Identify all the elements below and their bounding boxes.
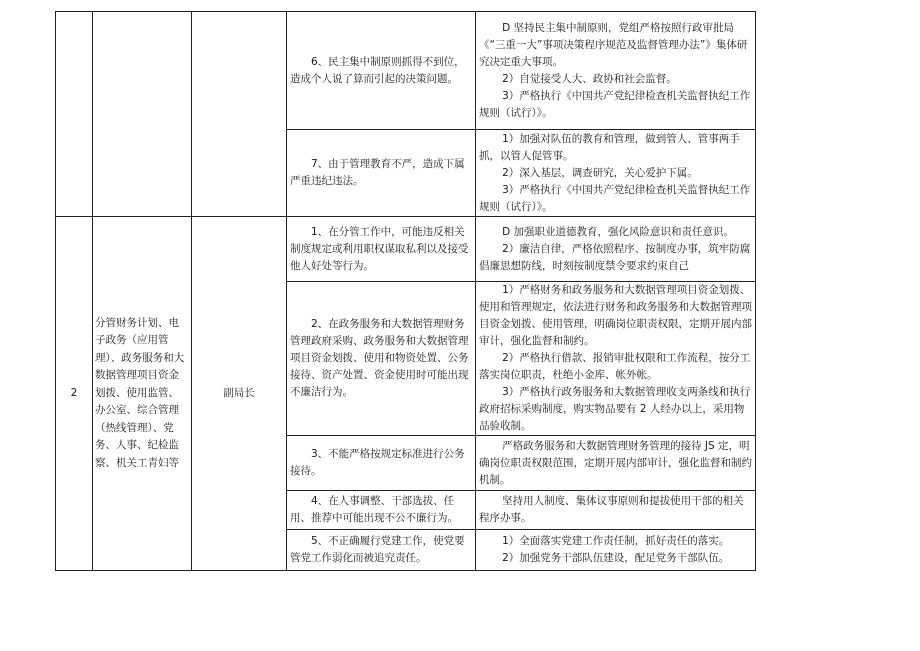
measure-item: 2）自觉接受人大、政协和社会监督。 bbox=[502, 72, 677, 85]
measures-cell bbox=[476, 130, 756, 217]
risk-text: 1、在分管工作中，可能违反相关制度规定或利用职权谋取私利以及接受他人好处等行为。 bbox=[290, 225, 469, 272]
measure-item: 2）加强党务干部队伍建设，配足党务干部队伍。 bbox=[502, 552, 730, 564]
measures-cell bbox=[476, 491, 756, 530]
measure-item: 1）全面落实党建工作责任制，抓好责任的落实。 bbox=[502, 535, 730, 547]
risk-control-table bbox=[55, 11, 756, 571]
risk-text: 7、由于管理教育不严，造成下属严重违纪违法。 bbox=[290, 158, 465, 187]
measure-item: 严格政务服务和大数据管理财务管理的接待 JS 定，明确岗位职责权限范围，定期开展内部审计，强化监督和制约机制。 bbox=[479, 439, 752, 486]
measures-cell bbox=[476, 530, 756, 571]
measure-item: 3）严格执行《中国共产党纪律检查机关监督执纪工作规则（试行）》。 bbox=[479, 183, 751, 213]
risk-text: 4、在人事调整、干部选拔、任用、推荐中可能出现不公不廉行为。 bbox=[290, 495, 458, 524]
role-cell-empty bbox=[192, 12, 287, 217]
risk-cell bbox=[287, 436, 476, 491]
measure-item: D 坚持民主集中制原则，党组严格按照行政审批局《“三重一大”事项决策程序规范及监督管理办法”》集体研究决定重大事项。 bbox=[479, 21, 748, 68]
measure-item: 1）严格财务和政务服务和大数据管理项目资金划拨、使用和管理规定，依法进行财务和政务服务和大数据管理项目资金划拨、使用管理，明确岗位职责权限，定期开展内部审计，强化监督和制约。 bbox=[479, 284, 752, 347]
risk-cell bbox=[287, 217, 476, 282]
measure-item: 2）严格执行借款、报销审批权限和工作流程，按分工落实岗位职责，杜绝小金库、帐外帐。 bbox=[479, 352, 751, 381]
area-cell-empty bbox=[93, 12, 192, 217]
row-number: 2 bbox=[56, 217, 93, 571]
risk-cell bbox=[287, 130, 476, 217]
risk-cell bbox=[287, 491, 476, 530]
measure-item: 2）深入基层，调查研究，关心爱护下属。 bbox=[502, 166, 698, 179]
measure-item: 3）严格执行政务服务和大数据管理收支两条线和执行政府招标采购制度，购实物品要有 2 人经办以上，采用物品验收制。 bbox=[479, 386, 751, 432]
measures-cell bbox=[476, 12, 756, 130]
risk-cell bbox=[287, 282, 476, 436]
risk-cell bbox=[287, 12, 476, 130]
measure-item: 2）廉洁自律，严格依照程序、按制度办事，筑牢防腐倡廉思想防线，时刻按制度禁令要求约束自己 bbox=[479, 242, 751, 272]
risk-text: 3、不能严格按规定标准进行公务接待。 bbox=[290, 448, 465, 477]
measure-item: D 加强职业道德教育，强化风险意识和责任意识。 bbox=[502, 225, 735, 238]
measure-item: 坚持用人制度、集体议事原则和提拔使用干部的相关程序办事。 bbox=[479, 495, 744, 524]
risk-text: 6、民主集中制原则抓得不到位，造成个人说了算而引起的决策问题。 bbox=[290, 55, 465, 85]
number-cell-empty bbox=[56, 12, 93, 217]
table-row bbox=[56, 12, 756, 130]
responsibility-area: 分管财务计划、电子政务（应用管理）、政务服务和大数据管理项目资金划拨、使用监管、办公室、综合管理（热线管理）、党务、人事、纪检监察、机关工青妇等 bbox=[93, 217, 192, 571]
risk-cell bbox=[287, 530, 476, 571]
risk-text: 5、不正确履行党建工作，使党要管党工作弱化而被追究责任。 bbox=[290, 535, 465, 564]
measures-cell bbox=[476, 436, 756, 491]
risk-text: 2、在政务服务和大数据管理财务管理政府采购、政务服务和大数据管理项目资金划拨、使用和物资处置、公务接待、资产处置、资金使用时可能出现不廉洁行为。 bbox=[290, 318, 469, 398]
measures-cell bbox=[476, 217, 756, 282]
position-title: 副局长 bbox=[192, 217, 287, 571]
measure-item: 3）严格执行《中国共产党纪律检查机关监督执纪工作规则（试行）》。 bbox=[479, 89, 751, 119]
measures-cell bbox=[476, 282, 756, 436]
measure-item: 1）加强对队伍的教育和管理，做到管人、管事两手抓，以管人促管事。 bbox=[479, 132, 740, 162]
table-row bbox=[56, 217, 756, 282]
